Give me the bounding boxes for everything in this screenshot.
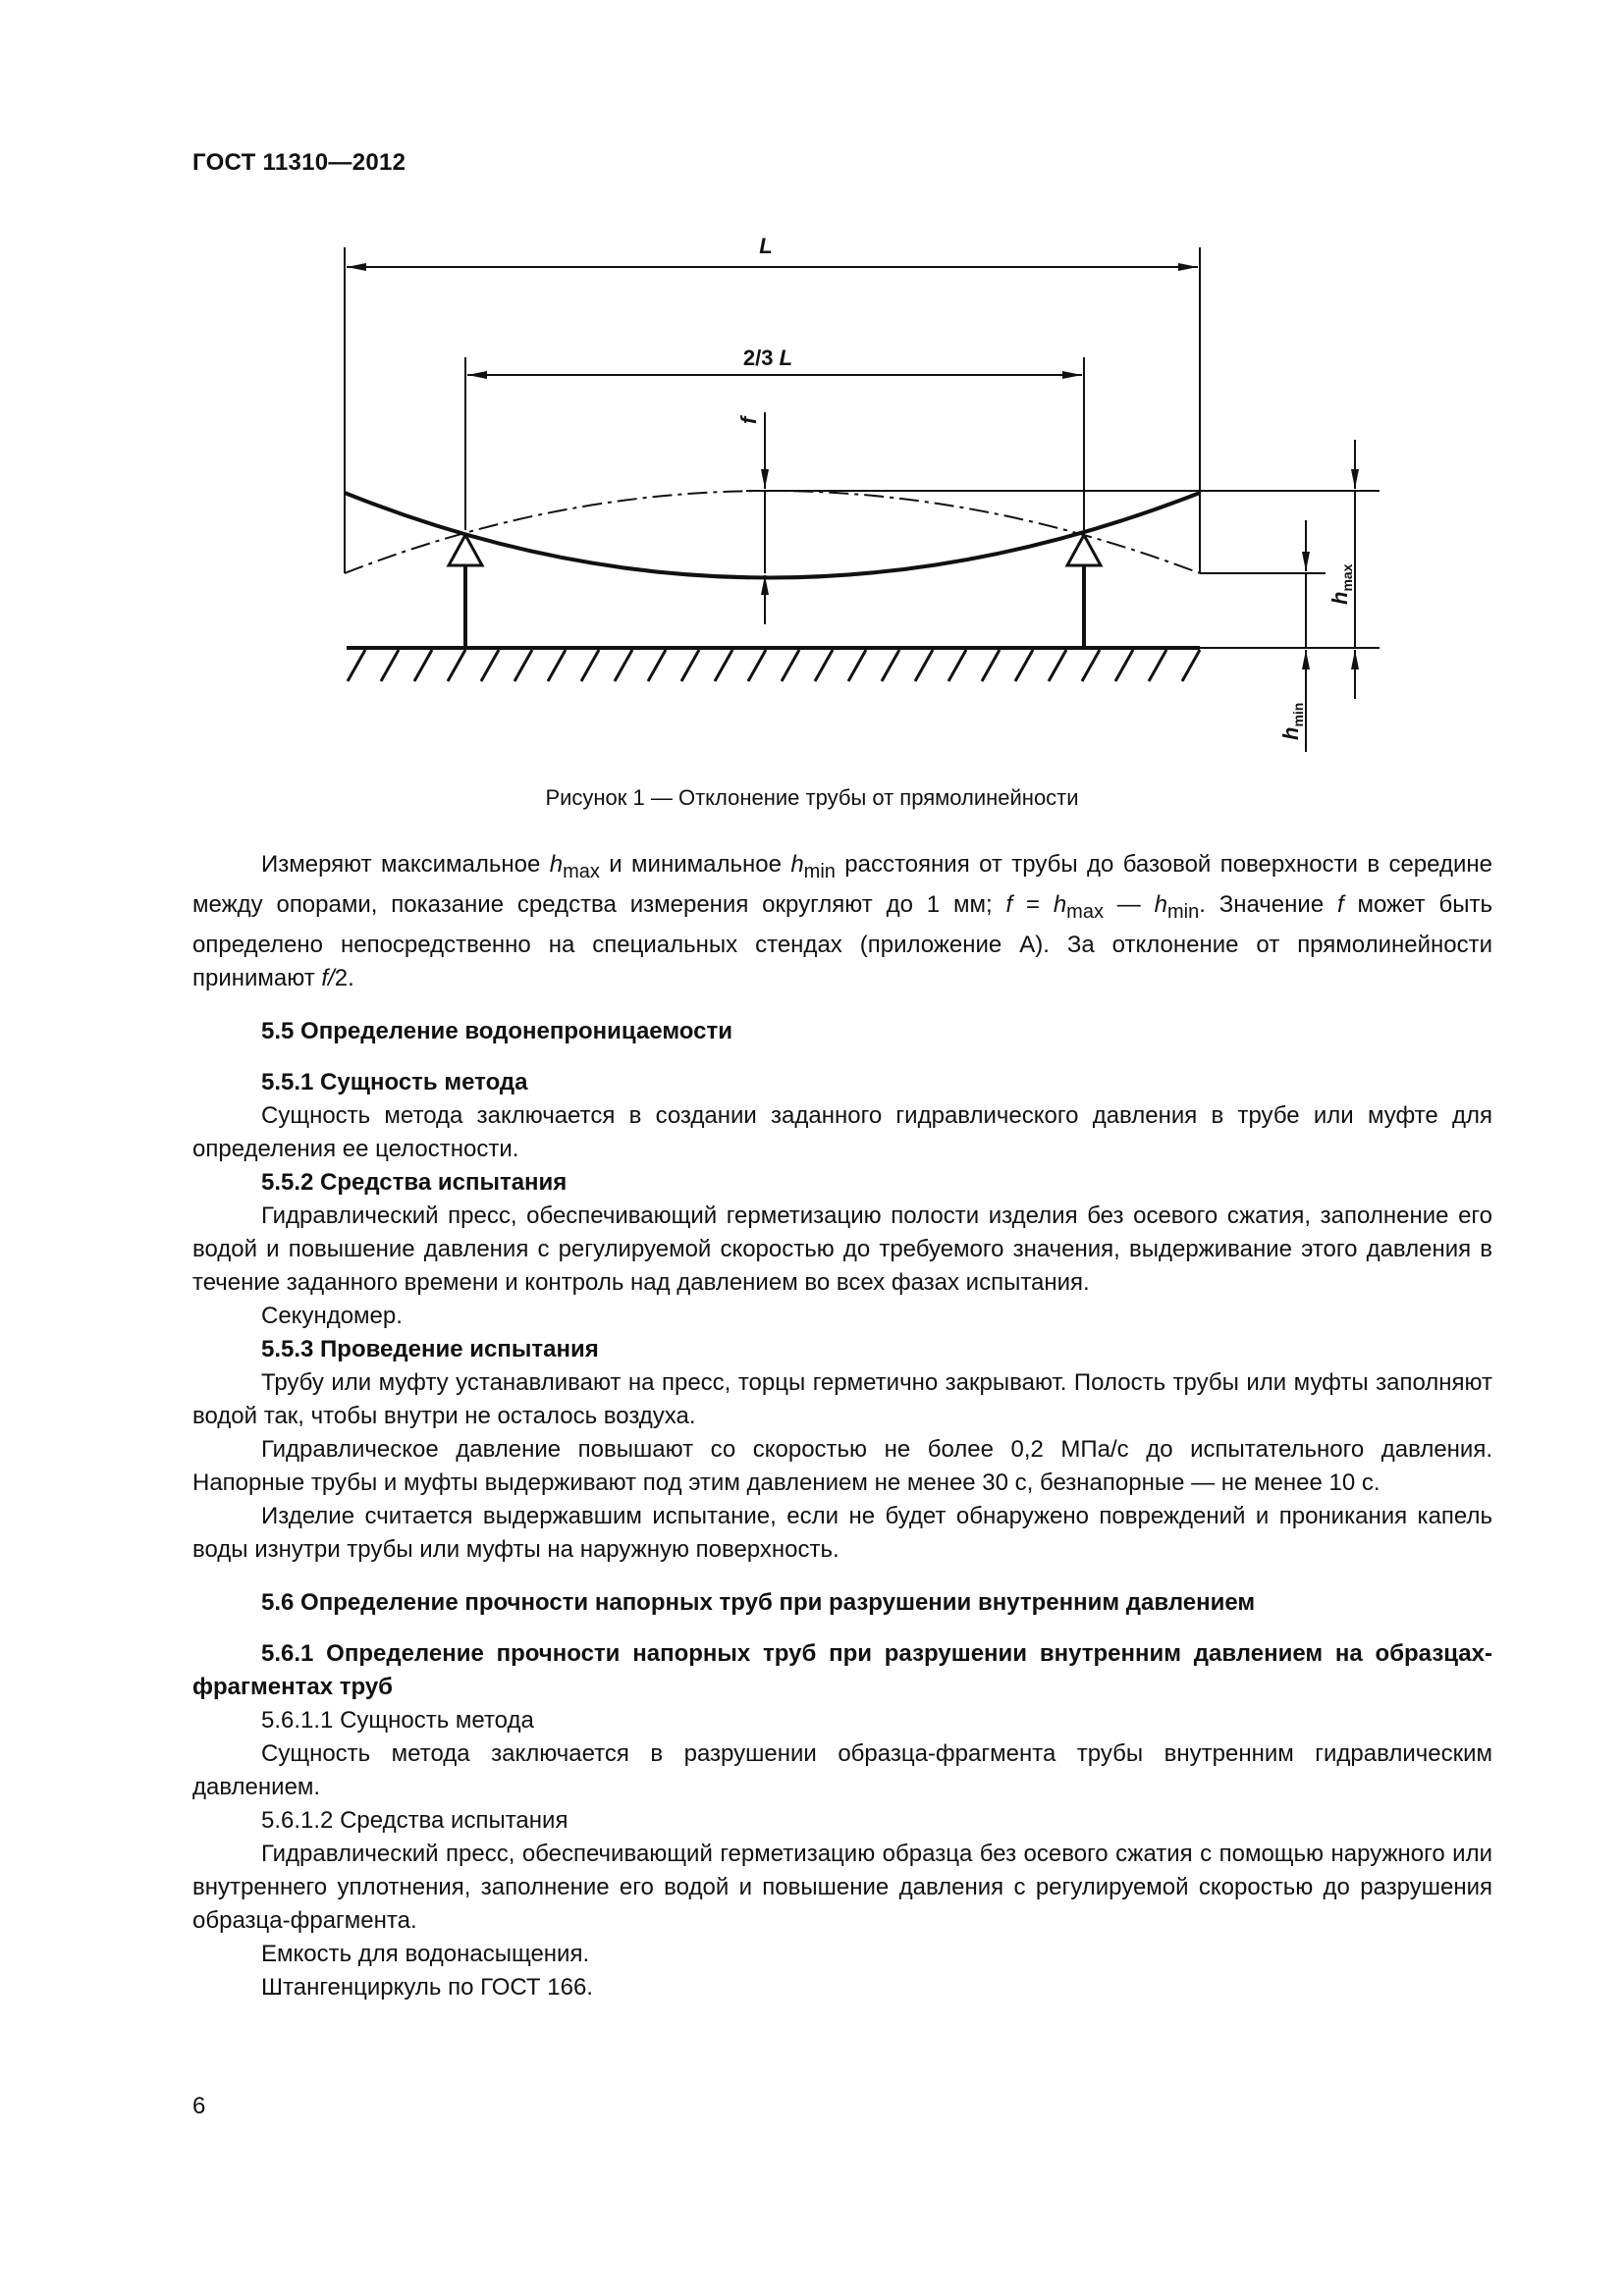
paragraph-5-5-1: Сущность метода заключается в создании заданного гидравлического давления в трубе или муфте для определения ее целостности.	[192, 1101, 1492, 1162]
page-number: 6	[192, 2093, 206, 2119]
hatch-line	[782, 650, 799, 681]
hatch-line	[715, 650, 732, 681]
hatch-line	[648, 650, 666, 681]
hatch-line	[948, 650, 966, 681]
hatch-line	[815, 650, 833, 681]
paragraph-5-5-3-a: Трубу или муфту устанавливают на пресс, торцы герметично закрывают. Полость трубы или муфты заполняют водой так, чтобы внутри не осталось воздуха.	[192, 1368, 1492, 1429]
section-5-6-1-1-heading: 5.6.1.1 Сущность метода	[261, 1706, 534, 1734]
hatch-line	[915, 650, 933, 681]
hatch-line	[848, 650, 866, 681]
hatch-line	[748, 650, 766, 681]
hatch-line	[1149, 650, 1166, 681]
hatch-line	[1015, 650, 1033, 681]
section-5-6-1-2-heading: 5.6.1.2 Средства испытания	[261, 1806, 568, 1834]
hatch-line	[381, 650, 399, 681]
paragraph-5-6-1-2-a: Гидравлический пресс, обеспечивающий герметизацию образца без осевого сжатия с помощью наружного или внутреннего уплотнения, заполнение его водой и повышение давления с регулируемой скоростью до разрушения образца-фрагмента.	[192, 1840, 1492, 1934]
figure-pipe-deviation	[324, 211, 1424, 761]
hatch-line	[514, 650, 532, 681]
section-5-5-1-heading: 5.5.1 Сущность метода	[261, 1068, 528, 1095]
support-triangle-right	[1067, 535, 1101, 565]
hatch-line	[681, 650, 699, 681]
paragraph-5-6-1-1: Сущность метода заключается в разрушении образца-фрагмента трубы внутренним гидравлическим давлением.	[192, 1739, 1492, 1800]
label-hmax: $h_{max}$	[1327, 563, 1355, 605]
document-header: ГОСТ 11310—2012	[192, 149, 406, 176]
section-5-5-3-heading: 5.5.3 Проведение испытания	[261, 1335, 599, 1362]
hatch-line	[448, 650, 465, 681]
label-f: f	[736, 416, 761, 424]
paragraph-5-5-3-b: Гидравлическое давление повышают со скоростью не более 0,2 МПа/с до испытательного давления. Напорные трубы и муфты выдерживают под этим давлением не менее 30 с, безнапорные — не менее 10 с.	[192, 1435, 1492, 1496]
section-5-6-heading: 5.6 Определение прочности напорных труб при разрушении внутренним давлением	[261, 1588, 1256, 1616]
hatch-line	[1182, 650, 1200, 681]
hatch-line	[882, 650, 899, 681]
hatch-line	[348, 650, 365, 681]
hatch-line	[481, 650, 499, 681]
hatch-line	[615, 650, 632, 681]
figure-caption: Рисунок 1 — Отклонение трубы от прямолинейности	[545, 785, 1079, 810]
document-body	[192, 848, 1492, 2004]
paragraph-5-6-1-2-b: Емкость для водонасыщения.	[261, 1940, 590, 1967]
base-hatching	[348, 650, 1200, 681]
hatch-line	[982, 650, 1000, 681]
paragraph-5-5-2-a: Гидравлический пресс, обеспечивающий герметизацию полости изделия без осевого сжатия, заполнение его водой и повышение давления с регулируемой скоростью до требуемого значения, выдерживание этого давления в течение заданного времени и контроль над давлением во всех фазах испытания.	[192, 1201, 1492, 1296]
paragraph-5-6-1-2-c: Штангенциркуль по ГОСТ 166.	[261, 1973, 593, 2001]
paragraph-measurement: Измеряют максимальное $h_{max}$ и минимальное $h_{min}$ расстояния от трубы до базовой поверхности в середине между опорами, показание средства измерения округляют до 1 мм; $f = h_{max}$ — $h_{min}$. Значение f может быть определено непосредственно на специальных стендах (приложение А). За отклонение от прямолинейности принимают f/2.	[192, 851, 1492, 991]
hatch-line	[1115, 650, 1133, 681]
hatch-line	[414, 650, 432, 681]
hatch-line	[1049, 650, 1066, 681]
hatch-line	[581, 650, 599, 681]
label-L: L	[759, 234, 773, 258]
paragraph-5-5-3-c: Изделие считается выдержавшим испытание, если не будет обнаружено повреждений и проникания капель воды изнутри трубы или муфты на наружную поверхность.	[192, 1502, 1492, 1563]
section-5-5-heading: 5.5 Определение водонепроницаемости	[261, 1017, 732, 1044]
label-hmin: $h_{min}$	[1278, 702, 1306, 740]
section-5-6-1-heading: 5.6.1 Определение прочности напорных труб при разрушении внутренним давлением на образцах-фрагментах труб	[192, 1639, 1492, 1700]
pipe-deviation-diagram	[324, 211, 1424, 761]
paragraph-5-5-2-b: Секундомер.	[261, 1302, 403, 1329]
section-5-5-2-heading: 5.5.2 Средства испытания	[261, 1168, 568, 1196]
hatch-line	[1082, 650, 1100, 681]
hatch-line	[548, 650, 566, 681]
label-two-thirds-L: 2/3 L	[742, 346, 793, 370]
